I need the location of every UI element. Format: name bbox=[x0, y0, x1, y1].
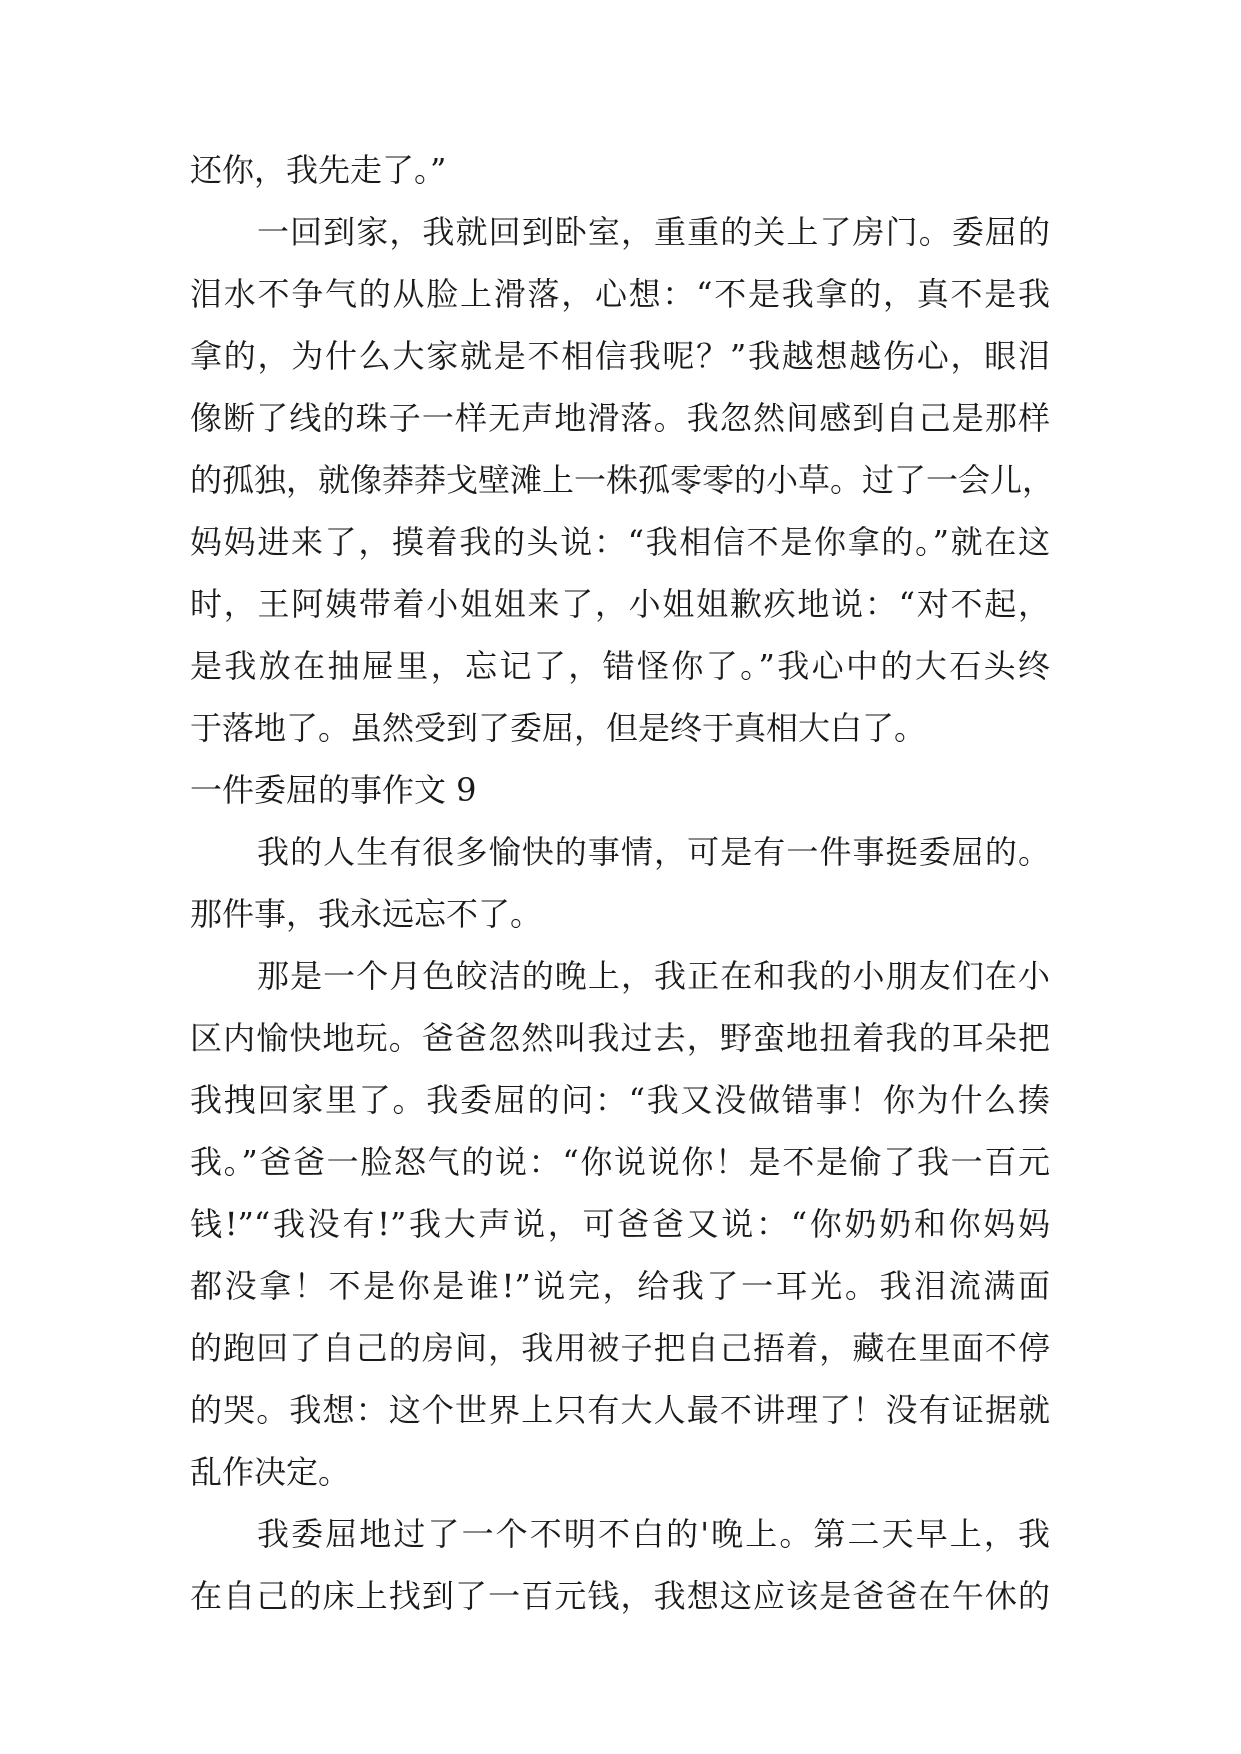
paragraph-line: 像断了线的珠子一样无声地滑落。我忽然间感到自己是那样 bbox=[190, 399, 1050, 437]
paragraph-line: 我委屈地过了一个不明不白的'晚上。第二天早上，我 bbox=[257, 1515, 1050, 1553]
paragraph-line: 在自己的床上找到了一百元钱，我想这应该是爸爸在午休的 bbox=[190, 1577, 1050, 1615]
paragraph-line: 的孤独，就像莽莽戈壁滩上一株孤零零的小草。过了一会儿， bbox=[190, 461, 1055, 499]
paragraph-line: 那是一个月色皎洁的晚上，我正在和我的小朋友们在小 bbox=[257, 957, 1050, 995]
paragraph-line: 我拽回家里了。我委屈的问：“我又没做错事！你为什么揍 bbox=[190, 1081, 1050, 1119]
paragraph-line: 钱!”“我没有!”我大声说，可爸爸又说：“你奶奶和你妈妈 bbox=[190, 1205, 1050, 1243]
paragraph-line: 都没拿！不是你是谁!”说完，给我了一耳光。我泪流满面 bbox=[190, 1267, 1050, 1305]
paragraph-line: 还你，我先走了。” bbox=[190, 151, 447, 189]
paragraph-line: 泪水不争气的从脸上滑落，心想：“不是我拿的，真不是我 bbox=[190, 275, 1050, 313]
paragraph-line: 时，王阿姨带着小姐姐来了，小姐姐歉疚地说：“对不起， bbox=[190, 585, 1050, 623]
paragraph-line: 一回到家，我就回到卧室，重重的关上了房门。委屈的 bbox=[257, 213, 1050, 251]
paragraph-line: 那件事，我永远忘不了。 bbox=[190, 895, 543, 933]
paragraph-line: 是我放在抽屉里，忘记了，错怪你了。”我心中的大石头终 bbox=[190, 647, 1050, 685]
paragraph-line: 我的人生有很多愉快的事情，可是有一件事挺委屈的。 bbox=[257, 833, 1050, 871]
paragraph-line: 的跑回了自己的房间，我用被子把自己捂着，藏在里面不停 bbox=[190, 1329, 1050, 1367]
paragraph-line: 拿的，为什么大家就是不相信我呢？”我越想越伤心，眼泪 bbox=[190, 337, 1050, 375]
paragraph-line: 于落地了。虽然受到了委屈，但是终于真相大白了。 bbox=[190, 709, 927, 747]
section-heading: 一件委屈的事作文 9 bbox=[190, 771, 477, 809]
paragraph-line: 妈妈进来了，摸着我的头说：“我相信不是你拿的。”就在这 bbox=[190, 523, 1050, 561]
paragraph-line: 区内愉快地玩。爸爸忽然叫我过去，野蛮地扭着我的耳朵把 bbox=[190, 1019, 1050, 1057]
paragraph-line: 乱作决定。 bbox=[190, 1453, 351, 1491]
paragraph-line: 我。”爸爸一脸怒气的说：“你说说你！是不是偷了我一百元 bbox=[190, 1143, 1050, 1181]
paragraph-line: 的哭。我想：这个世界上只有大人最不讲理了！没有证据就 bbox=[190, 1391, 1050, 1429]
